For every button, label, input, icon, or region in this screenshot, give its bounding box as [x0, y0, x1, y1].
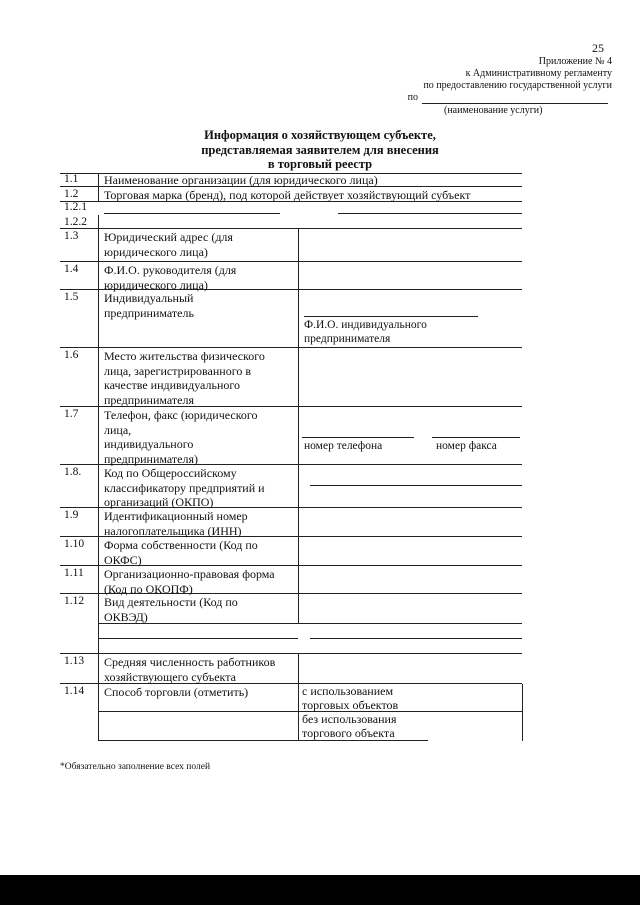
- row-number: 1.2.1: [64, 201, 87, 213]
- row-1-2-2: [60, 215, 522, 229]
- row-label: Индивидуальный предприниматель: [104, 291, 194, 320]
- row-label: Способ торговли (отметить): [104, 685, 249, 699]
- row-1-9: [60, 508, 522, 537]
- okved-line-1[interactable]: [98, 623, 522, 624]
- okpo-line[interactable]: [310, 485, 522, 486]
- okopf-field[interactable]: [298, 566, 522, 593]
- entrepreneur-name-caption: Ф.И.О. индивидуального предпринимателя: [304, 319, 427, 345]
- row-1-6: [60, 348, 522, 407]
- appendix-po-label: по: [407, 92, 418, 103]
- legal-address-field[interactable]: [298, 229, 522, 261]
- row-1-10: [60, 537, 522, 566]
- row-number: 1.1: [64, 173, 79, 185]
- entrepreneur-name-line[interactable]: [304, 316, 478, 317]
- row-1-3: [60, 229, 522, 262]
- row-number: 1.2: [64, 188, 79, 200]
- row-1-14: [60, 684, 522, 741]
- row-number: 1.8.: [64, 466, 82, 478]
- scan-bottom-border: [0, 875, 640, 905]
- row-number: 1.7: [64, 408, 79, 420]
- row-label: Телефон, факс (юридического лица, индивидуального предпринимателя): [104, 408, 258, 466]
- appendix-po-line: [352, 92, 612, 105]
- appendix-header: [352, 56, 612, 117]
- row-label: Место жительства физического лица, зарегистрированного в качестве индивидуального предпринимателя: [104, 349, 265, 407]
- form-table: [60, 173, 522, 741]
- appendix-subject: по предоставлению государственной услуги: [423, 80, 612, 91]
- okved-line-2[interactable]: [98, 638, 298, 639]
- row-1-5: [60, 290, 522, 348]
- fax-caption: номер факса: [436, 440, 497, 452]
- row-number: 1.2.2: [64, 216, 87, 228]
- row-label: Средняя численность работников хозяйствующего субъекта: [104, 655, 276, 684]
- row-number: 1.3: [64, 230, 79, 242]
- row-label: Организационно-правовая форма (Код по ОКОПФ): [104, 567, 275, 596]
- appendix-note: (наименование услуги): [444, 105, 543, 116]
- row-1-2-1: [60, 202, 522, 215]
- title-line-2: представляемая заявителем для внесения: [201, 142, 439, 157]
- row-1-11: [60, 566, 522, 594]
- appendix-title: Приложение № 4: [538, 56, 612, 67]
- director-name-field[interactable]: [298, 262, 522, 289]
- row-1-12: [60, 594, 522, 654]
- footnote: *Обязательно заполнение всех полей: [60, 762, 211, 772]
- row-1-2: [60, 187, 522, 202]
- row-number: 1.14: [64, 685, 85, 697]
- page-number: 25: [592, 41, 604, 55]
- row-1-8: [60, 465, 522, 508]
- row-label: Вид деятельности (Код по ОКВЭД): [104, 595, 238, 624]
- row-label: Ф.И.О. руководителя (для юридического лица): [104, 263, 237, 292]
- title-line-1: Информация о хозяйствующем субъекте,: [204, 128, 436, 142]
- brand-field-1-line-b[interactable]: [338, 213, 522, 214]
- title-line-3: в торговый реестр: [267, 157, 373, 171]
- phone-line[interactable]: [302, 437, 414, 438]
- row-number: 1.11: [64, 567, 84, 579]
- appendix-to: к Административному регламенту: [465, 68, 612, 79]
- okfs-field[interactable]: [298, 537, 522, 565]
- row-number: 1.13: [64, 655, 85, 667]
- row-label: Наименование организации (для юридического лица): [104, 173, 378, 187]
- row-number: 1.10: [64, 538, 85, 550]
- inn-field[interactable]: [298, 508, 522, 536]
- row-1-13: [60, 654, 522, 684]
- row-1-4: [60, 262, 522, 290]
- option-without-trade-object[interactable]: без использования торгового объекта: [302, 712, 397, 740]
- fax-line[interactable]: [432, 437, 520, 438]
- row-1-7: [60, 407, 522, 465]
- row-label: Код по Общероссийскому классификатору предприятий и организаций (ОКПО): [104, 466, 265, 509]
- row-number: 1.5: [64, 291, 79, 303]
- row-label: Юридический адрес (для юридического лица): [104, 230, 233, 259]
- row-label: Торговая марка (бренд), под которой действует хозяйствующий субъект: [104, 188, 471, 202]
- row-number: 1.6: [64, 349, 79, 361]
- row-number: 1.12: [64, 595, 85, 607]
- document-title: [150, 128, 490, 172]
- row-number: 1.4: [64, 263, 79, 275]
- employees-field[interactable]: [298, 654, 522, 683]
- row-1-1: [60, 174, 522, 187]
- phone-caption: номер телефона: [304, 440, 383, 452]
- option-with-trade-objects[interactable]: с использованием торговых объектов: [302, 684, 399, 712]
- row-label: Идентификационный номер налогоплательщика (ИНН): [104, 509, 248, 538]
- service-name-blank-line: [422, 103, 608, 104]
- row-number: 1.9: [64, 509, 79, 521]
- brand-field-1-line-a[interactable]: [104, 213, 280, 214]
- row-label: Форма собственности (Код по ОКФС): [104, 538, 258, 567]
- okved-line-3[interactable]: [310, 638, 522, 639]
- residence-field[interactable]: [298, 348, 522, 406]
- table-bottom-line: [98, 740, 428, 741]
